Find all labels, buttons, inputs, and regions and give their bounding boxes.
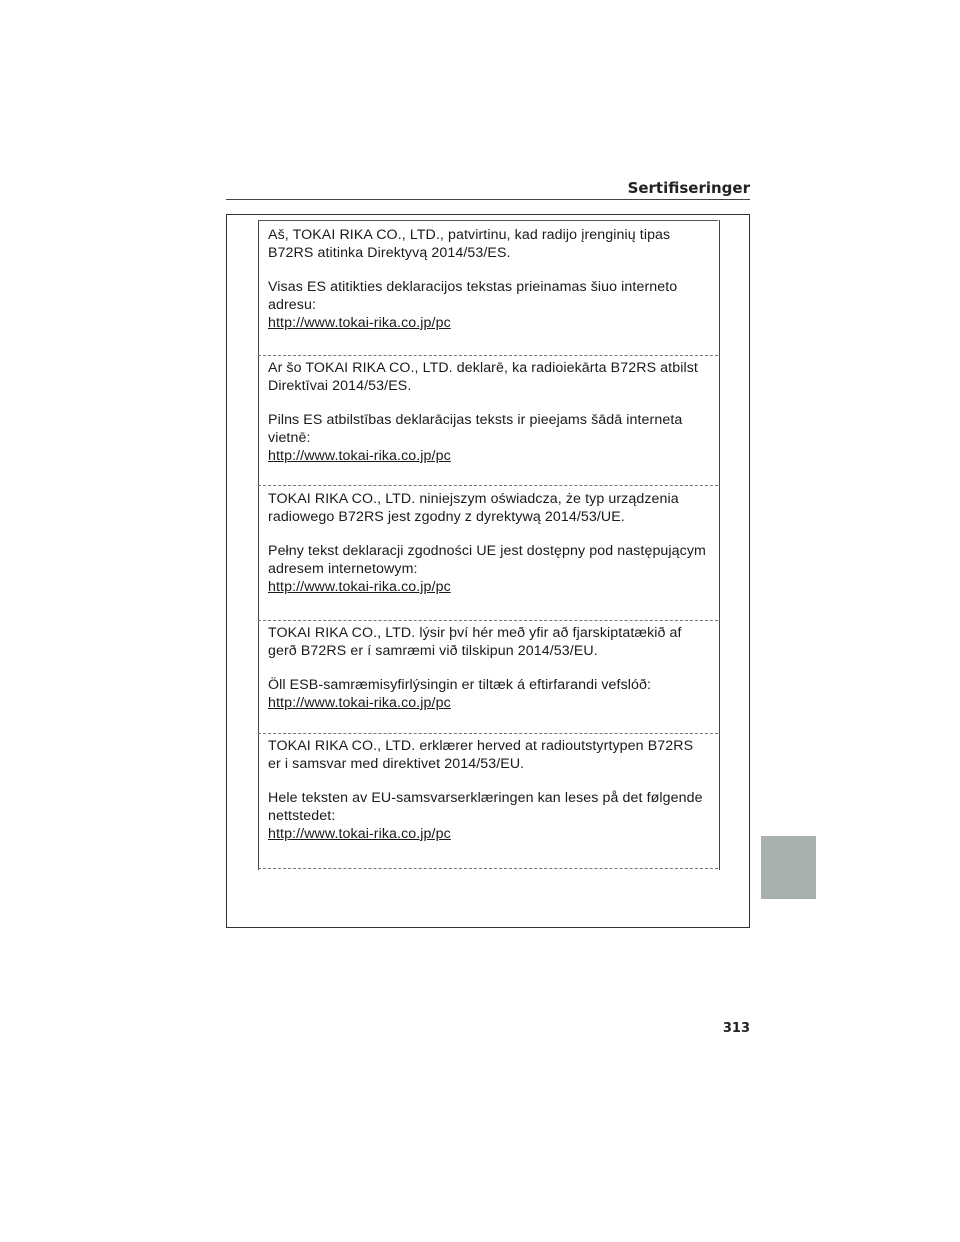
declaration-url-link[interactable]: http://www.tokai-rika.co.jp/pc	[268, 315, 451, 331]
block-divider	[258, 868, 718, 869]
declaration-availability: Pełny tekst deklaracji zgodności UE jest dostępny pod następującym adresem internetowym:	[268, 543, 706, 577]
declaration-url-link[interactable]: http://www.tokai-rika.co.jp/pc	[268, 826, 451, 842]
declaration-block-latvian	[258, 359, 718, 465]
declaration-availability: Hele teksten av EU-samsvarserklæringen kan leses på det følgende nettstedet:	[268, 790, 703, 824]
declaration-url-link[interactable]: http://www.tokai-rika.co.jp/pc	[268, 448, 451, 464]
declaration-availability: Pilns ES atbilstības deklarācijas teksts ir pieejams šādā interneta vietnē:	[268, 412, 683, 446]
declaration-block-icelandic	[258, 624, 718, 712]
declaration-statement: Ar šo TOKAI RIKA CO., LTD. deklarē, ka radioiekārta B72RS atbilst Direktīvai 2014/53/ES.	[268, 360, 698, 394]
block-divider	[258, 485, 718, 486]
declaration-statement: TOKAI RIKA CO., LTD. niniejszym oświadcza, że typ urządzenia radiowego B72RS jest zgodny z dyrektywą 2014/53/UE.	[268, 491, 679, 525]
header-rule	[226, 199, 750, 200]
block-divider	[258, 620, 718, 621]
scanned-box-top-edge	[258, 220, 718, 221]
chapter-side-tab	[761, 836, 816, 899]
section-header-title: Sertifiseringer	[627, 179, 750, 197]
declaration-statement: TOKAI RIKA CO., LTD. lýsir því hér með yfir að fjarskiptatækið af gerð B72RS er í samræmi við tilskipun 2014/53/EU.	[268, 625, 682, 659]
declaration-statement: Aš, TOKAI RIKA CO., LTD., patvirtinu, kad radijo įrenginių tipas B72RS atitinka Direktyvą 2014/53/ES.	[268, 227, 671, 261]
declaration-statement: TOKAI RIKA CO., LTD. erklærer herved at radioutstyrtypen B72RS er i samsvar med direktivet 2014/53/EU.	[268, 738, 694, 772]
declaration-block-norwegian	[258, 737, 718, 843]
declaration-block-lithuanian	[258, 226, 718, 332]
block-divider	[258, 733, 718, 734]
declaration-url-link[interactable]: http://www.tokai-rika.co.jp/pc	[268, 695, 451, 711]
declaration-block-polish	[258, 490, 718, 596]
page-number: 313	[722, 1021, 750, 1036]
block-divider	[258, 355, 718, 356]
declaration-availability: Visas ES atitikties deklaracijos tekstas prieinamas šiuo interneto adresu:	[268, 279, 678, 313]
declaration-url-link[interactable]: http://www.tokai-rika.co.jp/pc	[268, 579, 451, 595]
declaration-availability: Öll ESB-samræmisyfirlýsingin er tiltæk á eftirfarandi vefslóð:	[268, 677, 652, 693]
